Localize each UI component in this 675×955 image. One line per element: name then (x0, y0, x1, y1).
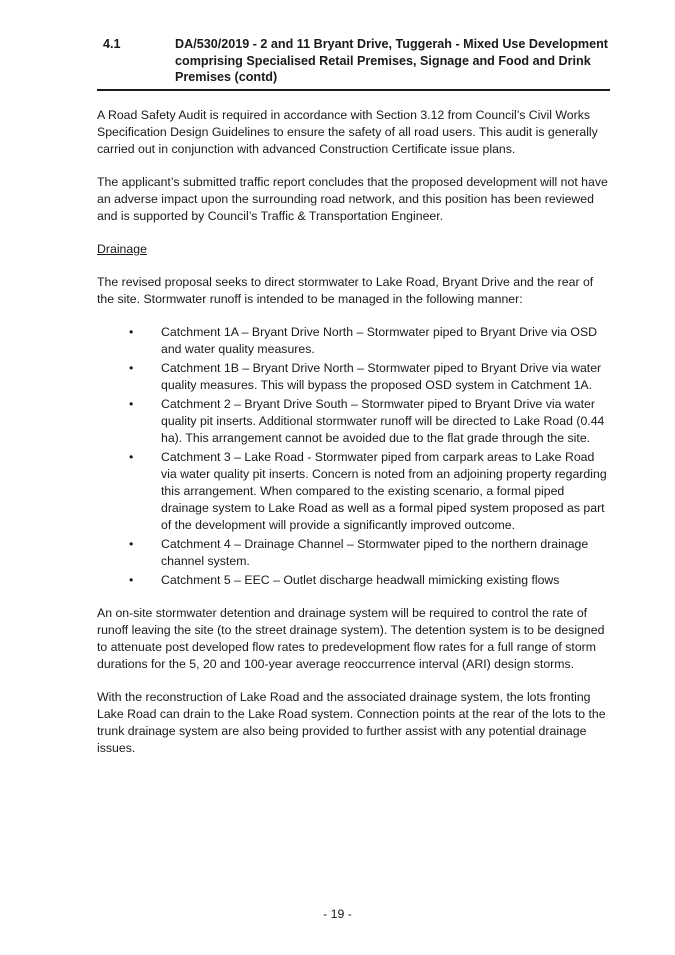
list-item (97, 449, 612, 534)
bullet-icon: • (129, 397, 134, 411)
report-body (97, 107, 612, 773)
list-item (97, 324, 612, 358)
drainage-subheading: Drainage (97, 242, 147, 256)
list-item-text: Catchment 3 – Lake Road - Stormwater piped from carpark areas to Lake Road via water quality pit inserts. Concern is noted from an adjoining property regarding this arrangement. When compared to the existing scenario, a formal piped drainage system to Lake Road as well as a formal piped system proposed as part of the development will provide a significantly improved outcome. (161, 450, 607, 532)
bullet-icon: • (129, 361, 134, 375)
bullet-icon: • (129, 450, 134, 464)
list-item (97, 396, 612, 447)
list-item-text: Catchment 4 – Drainage Channel – Stormwater piped to the northern drainage channel system. (161, 537, 589, 568)
lake-road-paragraph: With the reconstruction of Lake Road and the associated drainage system, the lots fronting Lake Road can drain to the Lake Road system. Connection points at the rear of the lots to the trunk drainage system are also being provided to further assist with any potential drainage issues. (97, 690, 606, 755)
bullet-icon: • (129, 325, 134, 339)
page-number: - 19 - (323, 907, 352, 921)
catchment-list (97, 324, 612, 589)
list-item-text: Catchment 1B – Bryant Drive North – Stormwater piped to Bryant Drive via water quality measures. This will bypass the proposed OSD system in Catchment 1A. (161, 361, 602, 392)
list-item-text: Catchment 1A – Bryant Drive North – Stormwater piped to Bryant Drive via OSD and water quality measures. (161, 325, 598, 356)
item-number: 4.1 (103, 37, 121, 51)
list-item (97, 536, 612, 570)
road-safety-audit-paragraph: A Road Safety Audit is required in accordance with Section 3.12 from Council’s Civil Works Specification Design Guidelines to ensure the safety of all road users. This audit is generally carried out in conjunction with advanced Construction Certificate issue plans. (97, 108, 598, 156)
report-header (97, 36, 610, 91)
list-item (97, 572, 612, 589)
bullet-icon: • (129, 573, 134, 587)
drainage-intro-paragraph: The revised proposal seeks to direct stormwater to Lake Road, Bryant Drive and the rear of the site. Stormwater runoff is intended to be managed in the following manner: (97, 275, 594, 306)
item-title: DA/530/2019 - 2 and 11 Bryant Drive, Tuggerah - Mixed Use Development comprising Specialised Retail Premises, Signage and Food and Drink Premises (contd) (175, 37, 609, 84)
traffic-report-paragraph: The applicant’s submitted traffic report concludes that the proposed development will not have an adverse impact upon the surrounding road network, and this position has been reviewed and is supported by Council’s Traffic & Transportation Engineer. (97, 175, 608, 223)
list-item-text: Catchment 2 – Bryant Drive South – Stormwater piped to Bryant Drive via water quality pit inserts. Additional stormwater runoff will be directed to Lake Road (0.44 ha). This arrangement cannot be avoided due to the flat grade through the site. (161, 397, 605, 445)
list-item-text: Catchment 5 – EEC – Outlet discharge headwall mimicking existing flows (161, 573, 560, 587)
bullet-icon: • (129, 537, 134, 551)
list-item (97, 360, 612, 394)
header-row (97, 36, 610, 86)
detention-system-paragraph: An on-site stormwater detention and drainage system will be required to control the rate of runoff leaving the site (to the street drainage system). The detention system is to be designed to attenuate post developed flow rates to predevelopment flow rates for a full range of storm durations for the 5, 20 and 100-year average reoccurrence interval (ARI) design storms. (97, 606, 605, 671)
